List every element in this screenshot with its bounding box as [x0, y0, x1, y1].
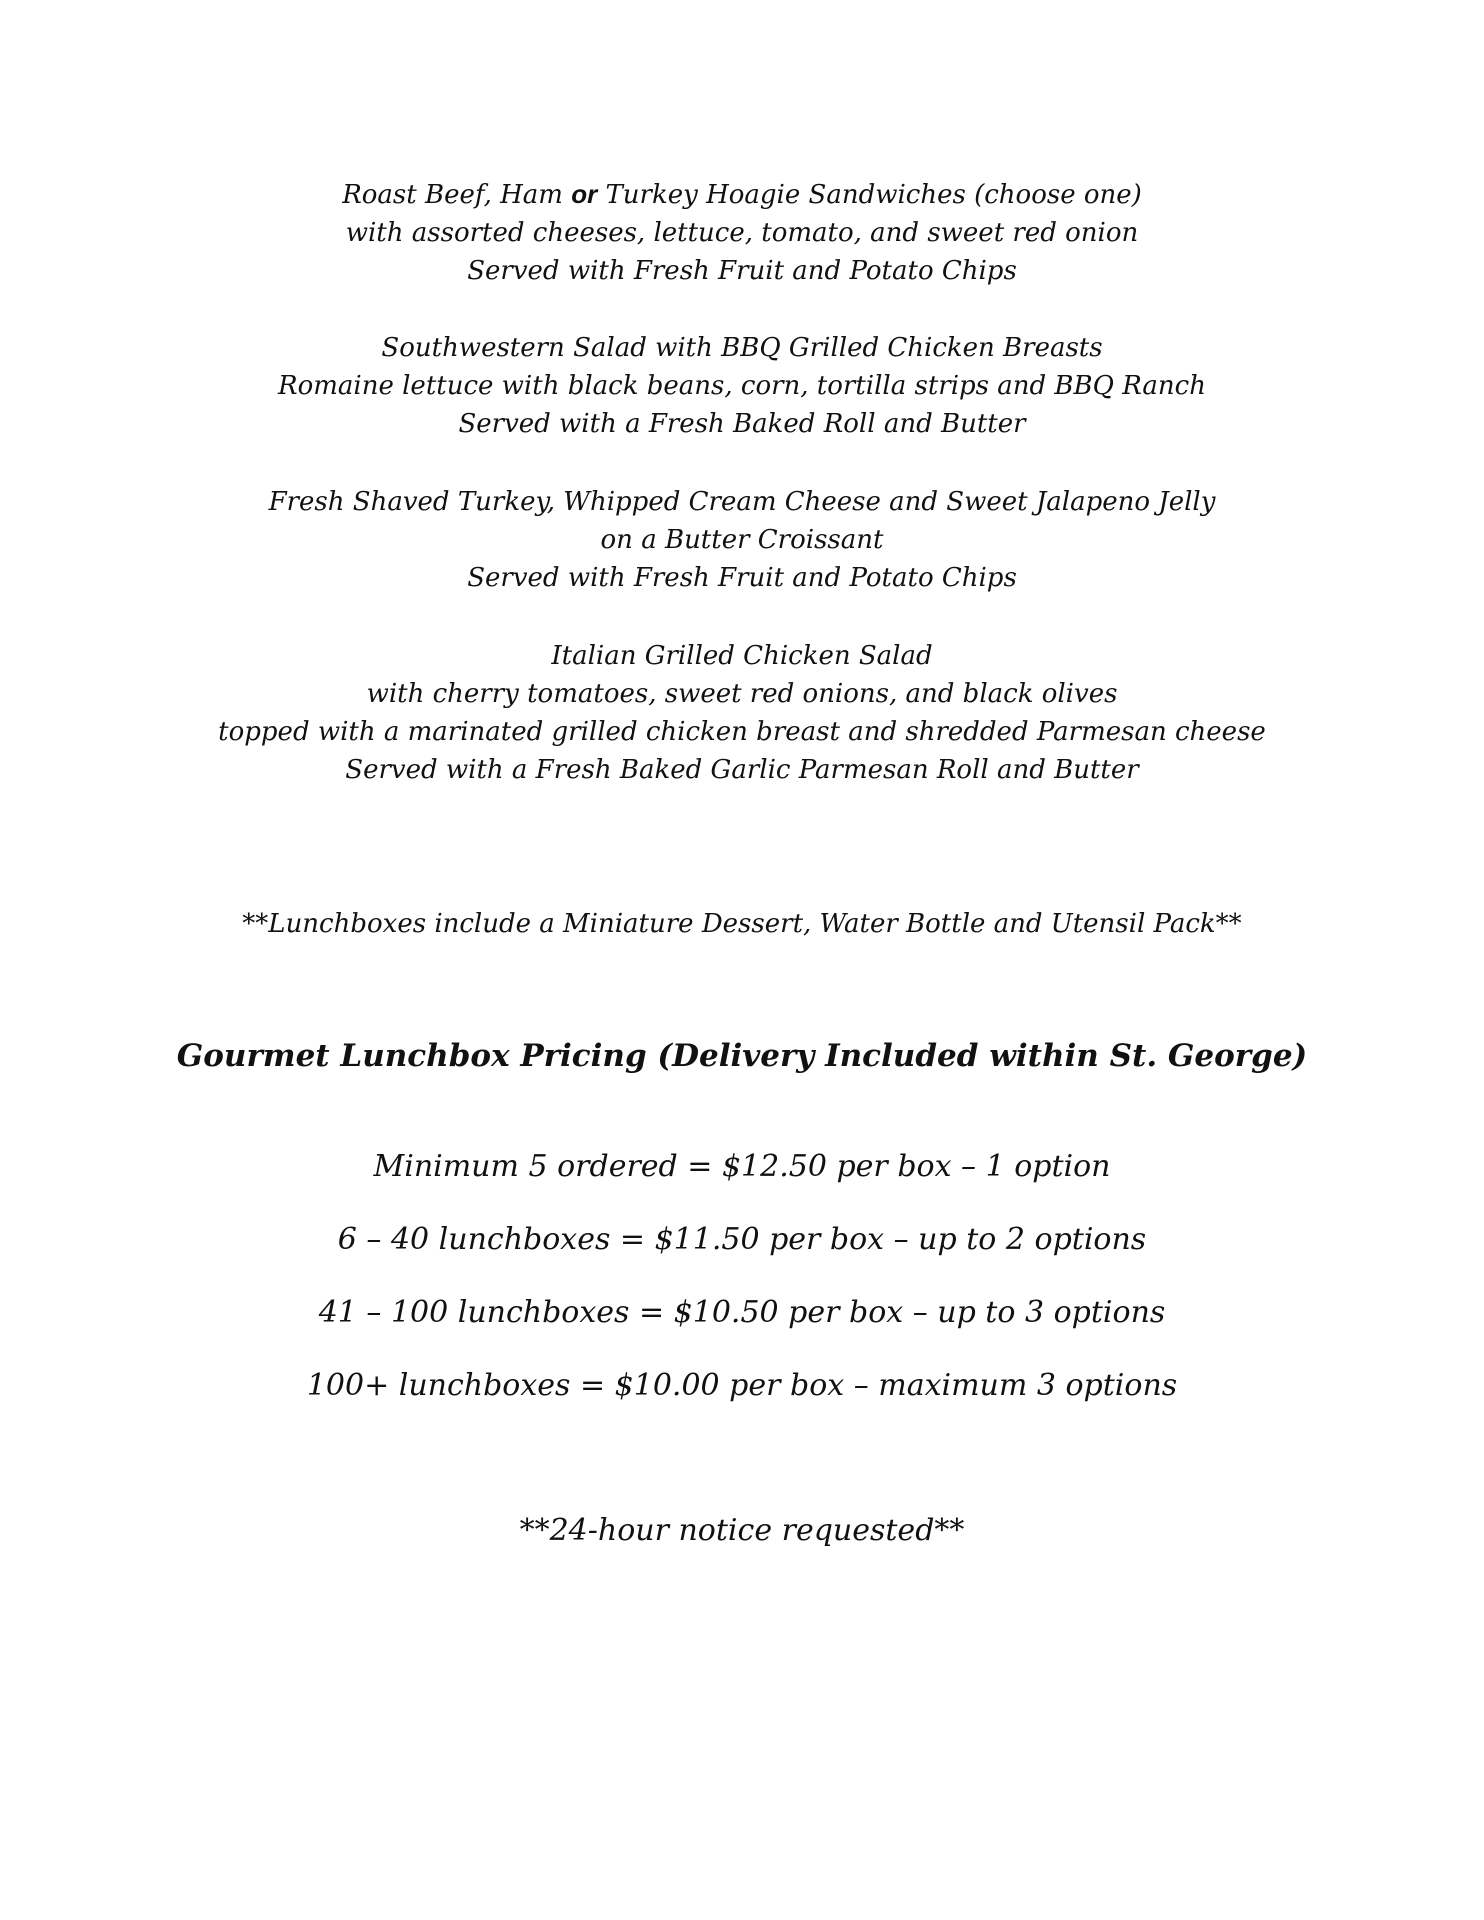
pricing-title: Gourmet Lunchbox Pricing (Delivery Included within St. George) — [176, 1038, 1308, 1074]
menu-item-title: Italian Grilled Chicken Salad — [551, 641, 933, 671]
menu-item-sides: Served with a Fresh Baked Roll and Butter — [458, 409, 1026, 439]
pricing-tier: 100+ lunchboxes = $10.00 per box – maximum 3 options — [306, 1368, 1178, 1403]
notice-text: **24-hour notice requested** — [519, 1513, 965, 1548]
pricing-tier: 6 – 40 lunchboxes = $11.50 per box – up to 2 options — [337, 1222, 1147, 1257]
includes-note: **Lunchboxes include a Miniature Dessert, Water Bottle and Utensil Pack** — [242, 909, 1242, 939]
menu-item-sides: Served with a Fresh Baked Garlic Parmesan Roll and Butter — [345, 755, 1139, 785]
menu-item-southwestern-salad — [0, 329, 1484, 443]
menu-item-title — [0, 175, 1484, 214]
menu-item-description: with cherry tomatoes, sweet red onions, and black olives — [366, 679, 1118, 709]
pricing-tier: 41 – 100 lunchboxes = $10.50 per box – up to 3 options — [318, 1295, 1166, 1330]
menu-item-turkey-croissant — [0, 483, 1484, 597]
menu-item-description: Romaine lettuce with black beans, corn, tortilla strips and BBQ Ranch — [278, 371, 1206, 401]
menu-item-sides: Served with Fresh Fruit and Potato Chips — [467, 563, 1017, 593]
pricing-tier: Minimum 5 ordered = $12.50 per box – 1 option — [373, 1149, 1111, 1184]
menu-item-italian-salad — [0, 637, 1484, 789]
or-emphasis: or — [571, 179, 598, 209]
menu-item-topping: topped with a marinated grilled chicken breast and shredded Parmesan cheese — [218, 717, 1266, 747]
menu-item-title-part: Turkey Hoagie Sandwiches (choose one) — [597, 180, 1142, 210]
menu-item-title-part: Roast Beef, Ham — [342, 180, 572, 210]
menu-item-sides: Served with Fresh Fruit and Potato Chips — [467, 256, 1017, 286]
menu-item-title: Southwestern Salad with BBQ Grilled Chicken Breasts — [381, 333, 1103, 363]
menu-item-title: Fresh Shaved Turkey, Whipped Cream Cheese and Sweet Jalapeno Jelly — [268, 487, 1216, 517]
menu-item-description: with assorted cheeses, lettuce, tomato, and sweet red onion — [345, 218, 1139, 248]
menu-item-description: on a Butter Croissant — [600, 525, 884, 555]
menu-item-hoagie — [0, 175, 1484, 290]
